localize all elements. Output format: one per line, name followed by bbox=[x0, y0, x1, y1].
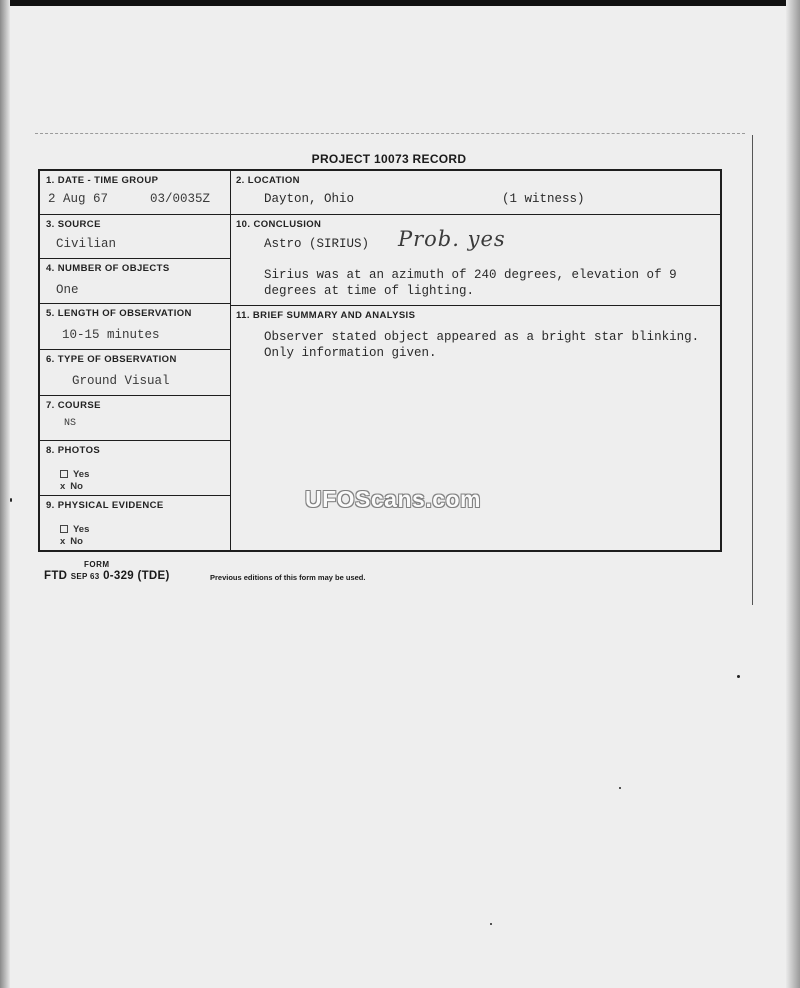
scan-speck bbox=[10, 498, 12, 502]
number-of-objects-cell bbox=[40, 259, 230, 304]
date-time-label: 1. DATE - TIME GROUP bbox=[46, 175, 159, 186]
form-code-date: SEP 63 bbox=[70, 572, 100, 581]
type-of-observation-value: Ground Visual bbox=[72, 374, 170, 388]
left-column bbox=[40, 171, 231, 550]
source-label: 3. SOURCE bbox=[46, 219, 101, 230]
conclusion-label: 10. CONCLUSION bbox=[236, 219, 322, 230]
conclusion-detail-line1: Sirius was at an azimuth of 240 degrees, elevation of 9 bbox=[264, 268, 677, 282]
photos-cell bbox=[40, 441, 230, 496]
physical-evidence-yes-checkbox bbox=[60, 525, 68, 533]
location-cell bbox=[230, 171, 720, 215]
length-of-observation-cell bbox=[40, 304, 230, 350]
course-cell bbox=[40, 396, 230, 441]
physical-evidence-no-label: No bbox=[70, 536, 83, 547]
date-time-cell bbox=[40, 171, 230, 215]
date-value: 2 Aug 67 bbox=[48, 192, 109, 206]
course-label: 7. COURSE bbox=[46, 400, 101, 411]
type-of-observation-label: 6. TYPE OF OBSERVATION bbox=[46, 354, 177, 365]
handwritten-annotation: Prob. yes bbox=[398, 227, 506, 251]
summary-line1: Observer stated object appeared as a bright star blinking. bbox=[264, 330, 700, 344]
conclusion-detail-line2: degrees at time of lighting. bbox=[264, 284, 475, 298]
source-value: Civilian bbox=[56, 237, 117, 251]
conclusion-cell bbox=[230, 215, 720, 306]
length-of-observation-value: 10-15 minutes bbox=[62, 328, 160, 342]
witness-count: (1 witness) bbox=[502, 192, 585, 206]
physical-evidence-yes-option bbox=[60, 524, 89, 535]
course-value: NS bbox=[64, 418, 77, 429]
scan-speck bbox=[619, 787, 621, 789]
photos-yes-option bbox=[60, 469, 89, 480]
time-value: 03/0035Z bbox=[150, 192, 211, 206]
physical-evidence-no-mark: x bbox=[60, 536, 66, 547]
type-of-observation-cell bbox=[40, 350, 230, 396]
form-code-number: 0-329 (TDE) bbox=[103, 570, 170, 582]
record-title: PROJECT 10073 RECORD bbox=[311, 152, 467, 166]
margin-rule bbox=[752, 135, 753, 605]
photos-yes-label: Yes bbox=[73, 469, 90, 480]
scan-top-border bbox=[0, 0, 800, 6]
length-of-observation-label: 5. LENGTH OF OBSERVATION bbox=[46, 308, 192, 319]
photos-no-label: No bbox=[70, 481, 83, 492]
photos-no-mark: x bbox=[60, 481, 66, 492]
form-word: FORM bbox=[84, 560, 110, 569]
form-code bbox=[44, 570, 170, 582]
photos-yes-checkbox bbox=[60, 470, 68, 478]
tear-line bbox=[35, 133, 745, 134]
source-cell bbox=[40, 215, 230, 259]
summary-cell bbox=[230, 306, 720, 550]
conclusion-value: Astro (SIRIUS) bbox=[264, 237, 370, 251]
physical-evidence-no-option bbox=[60, 536, 83, 547]
number-of-objects-label: 4. NUMBER OF OBJECTS bbox=[46, 263, 170, 274]
summary-line2: Only information given. bbox=[264, 346, 437, 360]
location-value: Dayton, Ohio bbox=[264, 192, 355, 206]
scan-speck bbox=[737, 675, 740, 678]
location-label: 2. LOCATION bbox=[236, 175, 300, 186]
photos-label: 8. PHOTOS bbox=[46, 445, 101, 456]
photos-no-option bbox=[60, 481, 83, 492]
summary-label: 11. BRIEF SUMMARY AND ANALYSIS bbox=[236, 310, 416, 321]
scan-right-edge bbox=[786, 0, 800, 988]
scan-left-edge bbox=[0, 0, 10, 988]
scan-speck bbox=[490, 923, 492, 925]
previous-editions-note: Previous editions of this form may be used. bbox=[210, 573, 366, 582]
number-of-objects-value: One bbox=[56, 283, 79, 297]
physical-evidence-label: 9. PHYSICAL EVIDENCE bbox=[46, 500, 164, 511]
physical-evidence-cell bbox=[40, 496, 230, 552]
physical-evidence-yes-label: Yes bbox=[73, 524, 90, 535]
form-code-prefix: FTD bbox=[44, 570, 68, 582]
watermark: UFOScans.com bbox=[305, 486, 481, 512]
